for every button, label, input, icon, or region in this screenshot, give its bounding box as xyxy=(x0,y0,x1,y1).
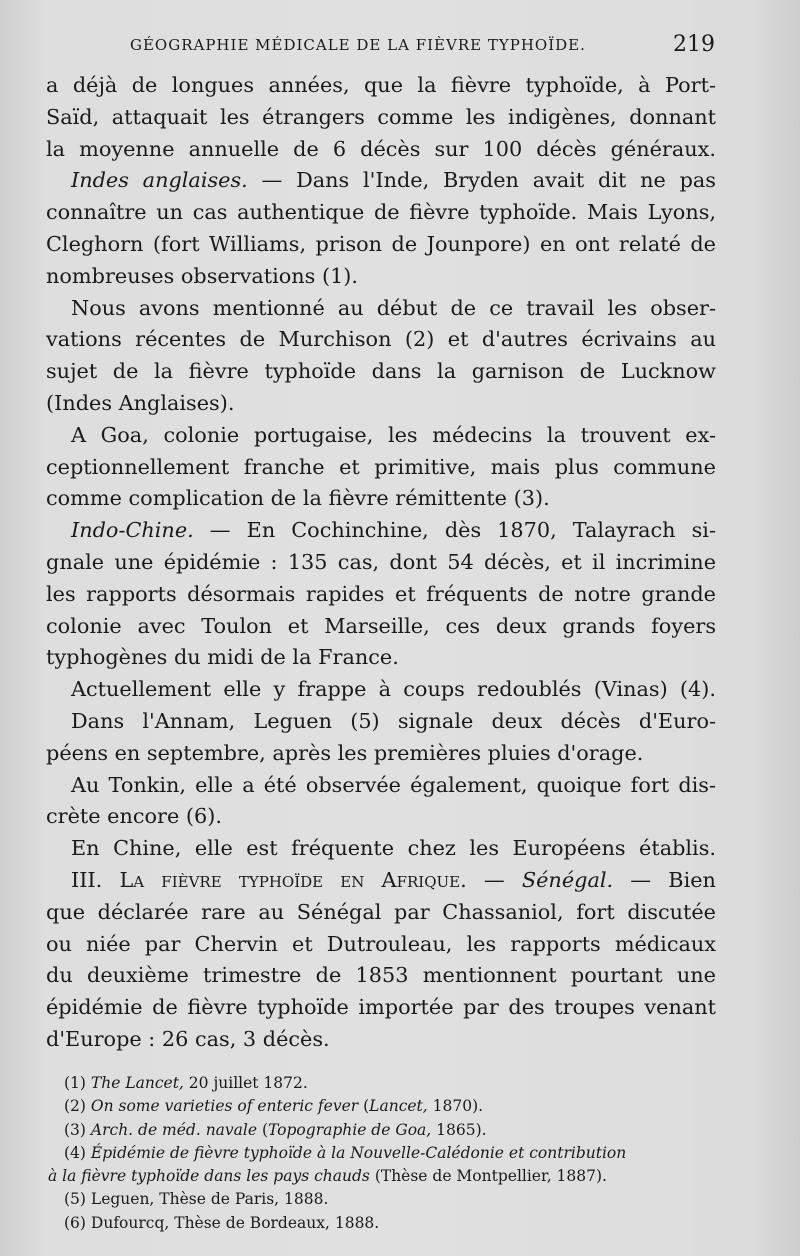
page-number: 219 xyxy=(673,32,715,57)
text-line: que déclarée rare au Sénégal par Chassaniol, fort discutée xyxy=(46,899,716,924)
footnote xyxy=(48,1072,718,1095)
text-line xyxy=(46,515,716,547)
text-line: Actuellement elle y frappe à coups redoublés (Vinas) (4). xyxy=(71,677,716,702)
footnote-number: (5) xyxy=(64,1190,86,1209)
heading-dash: — xyxy=(261,168,283,193)
text-line: sujet de la fièvre typhoïde dans la garnison de Lucknow xyxy=(46,359,716,384)
text-line: nombreuses observations (1). xyxy=(46,263,359,288)
footnote-continuation xyxy=(48,1165,718,1188)
section-heading-indochine: Indo-Chine. xyxy=(71,518,194,543)
footnote-text: 1870). xyxy=(432,1097,484,1116)
footnote-title: à la fièvre typhoïde dans les pays chauds xyxy=(48,1167,370,1186)
heading-dash: — xyxy=(483,867,505,892)
text-line: colonie avec Toulon et Marseille, ces deux grands foyers xyxy=(46,613,716,638)
footnote-text: Leguen, Thèse de Paris, 1888. xyxy=(90,1190,329,1209)
section-number: III. xyxy=(71,867,103,892)
text-fragment: En Cochinchine, dès 1870, Talayrach si- xyxy=(246,518,716,543)
footnote-text: ( xyxy=(363,1097,370,1116)
heading-dash: — xyxy=(630,867,652,892)
footnote xyxy=(48,1188,718,1211)
body-text xyxy=(46,70,716,1056)
footnote-number: (6) xyxy=(64,1213,86,1232)
text-line: vations récentes de Murchison (2) et d'autres écrivains au xyxy=(46,327,716,352)
text-line: A Goa, colonie portugaise, les médecins la trouvent ex- xyxy=(71,422,716,447)
text-line: d'Europe : 26 cas, 3 décès. xyxy=(46,1026,330,1051)
footnote-title: Arch. de méd. navale xyxy=(90,1120,258,1139)
text-line: Au Tonkin, elle a été observée également, quoique fort dis- xyxy=(71,772,716,797)
text-line: Cleghorn (fort Williams, prison de Jounpore) en ont relaté de xyxy=(46,231,716,256)
footnote xyxy=(48,1142,718,1165)
footnote-text: (Thèse de Montpellier, 1887). xyxy=(374,1167,607,1186)
text-line xyxy=(46,165,716,197)
text-line: crète encore (6). xyxy=(46,804,222,829)
footnote-text: 20 juillet 1872. xyxy=(188,1074,308,1092)
section-heading-afrique: La fièvre typhoïde en Afrique. xyxy=(119,867,467,892)
text-line: ceptionnellement franche et primitive, mais plus commune xyxy=(46,454,716,479)
text-line: la moyenne annuelle de 6 décès sur 100 décès généraux. xyxy=(46,136,716,161)
footnote xyxy=(48,1095,718,1118)
text-line: Dans l'Annam, Leguen (5) signale deux décès d'Euro- xyxy=(71,708,716,733)
text-line: comme complication de la fièvre rémittente (3). xyxy=(46,486,550,511)
footnote-title: On some varieties of enteric fever xyxy=(90,1097,359,1116)
text-line: ou niée par Chervin et Dutrouleau, les rapports médicaux xyxy=(46,931,716,956)
footnote xyxy=(48,1212,718,1235)
text-line: En Chine, elle est fréquente chez les Européens établis. xyxy=(71,836,716,861)
text-line xyxy=(46,865,716,897)
running-title: GÉOGRAPHIE MÉDICALE DE LA FIÈVRE TYPHOÏDE. xyxy=(130,36,586,54)
heading-dash: — xyxy=(209,518,231,543)
text-line: typhogènes du midi de la France. xyxy=(46,645,399,670)
text-line: connaître un cas authentique de fièvre typhoïde. Mais Lyons, xyxy=(46,200,716,225)
text-line: (Indes Anglaises). xyxy=(46,390,235,415)
footnote-text: Dufourcq, Thèse de Bordeaux, 1888. xyxy=(90,1213,380,1232)
text-line: a déjà de longues années, que la fièvre typhoïde, à Port- xyxy=(46,73,716,97)
text-line: du deuxième trimestre de 1853 mentionnent pourtant une xyxy=(46,963,716,988)
footnote-number: (2) xyxy=(64,1097,86,1116)
footnote-number: (3) xyxy=(64,1120,86,1139)
footnote-title: Lancet, xyxy=(369,1097,428,1116)
text-line: Nous avons mentionné au début de ce travail les obser- xyxy=(71,295,716,320)
text-line: Saïd, attaquait les étrangers comme les indigènes, donnant xyxy=(46,104,716,129)
text-line: gnale une épidémie : 135 cas, dont 54 décès, et il incrimine xyxy=(46,549,716,574)
section-heading-senegal: Sénégal. xyxy=(521,867,614,892)
footnote-text: ( xyxy=(261,1120,269,1139)
text-line: épidémie de fièvre typhoïde importée par des troupes venant xyxy=(46,995,716,1020)
footnote-title: Épidémie de fièvre typhoïde à la Nouvelle-Calédonie et contribution xyxy=(90,1143,627,1162)
section-heading-indes: Indes anglaises. xyxy=(71,168,248,193)
footnote-number: (4) xyxy=(64,1143,86,1162)
page-header xyxy=(130,32,715,62)
text-fragment: Bien xyxy=(668,867,716,892)
footnotes xyxy=(48,1072,718,1235)
text-line: péens en septembre, après les premières pluies d'orage. xyxy=(46,740,644,765)
footnote-number: (1) xyxy=(64,1074,86,1092)
footnote-text: 1865). xyxy=(436,1120,487,1139)
text-line: les rapports désormais rapides et fréquents de notre grande xyxy=(46,581,716,606)
footnote-title: Topographie de Goa, xyxy=(268,1120,432,1139)
text-fragment: Dans l'Inde, Bryden avait dit ne pas xyxy=(296,168,716,193)
footnote-title: The Lancet, xyxy=(90,1074,184,1092)
footnote xyxy=(48,1119,718,1142)
